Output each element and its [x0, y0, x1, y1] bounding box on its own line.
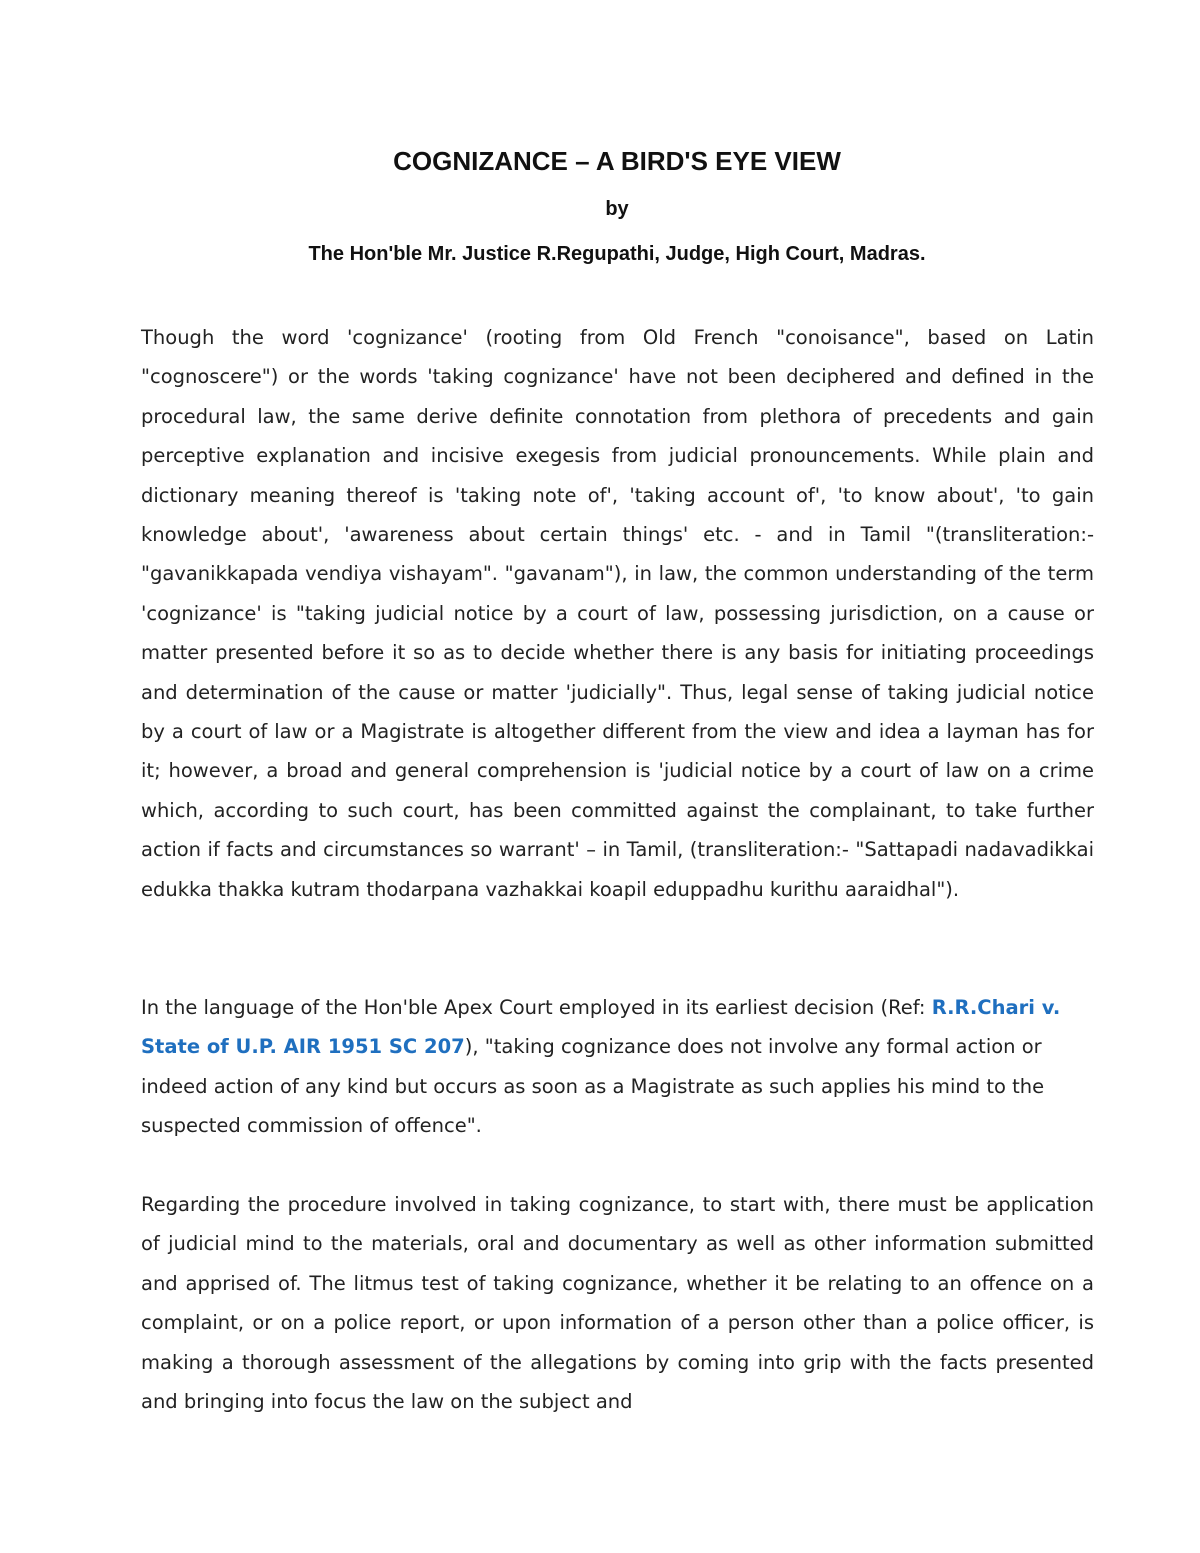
author-line: The Hon'ble Mr. Justice R.Regupathi, Judge, High Court, Madras.: [308, 243, 926, 265]
paragraph-apex-court: [141, 988, 1094, 1146]
paragraph-procedure: Regarding the procedure involved in taking cognizance, to start with, there must be application of judicial mind to the materials, oral and documentary as well as other information submitted and apprised of. The litmus test of taking cognizance, whether it be relating to an offence on a complaint, or on a police report, or upon information of a person other than a police officer, is making a thorough assessment of the allegations by coming into grip with the facts presented and bringing into focus the law on the subject and: [141, 1193, 1094, 1414]
paragraph-apex-court-tail: ), "taking cognizance does not involve any formal action or indeed action of any kind but occurs as soon as a Magistrate as such applies his mind to the suspected commission of offence".: [141, 1035, 1045, 1138]
paragraph-apex-court-lead: In the language of the Hon'ble Apex Court employed in its earliest decision (Ref:: [141, 996, 932, 1019]
document-title: COGNIZANCE – A BIRD'S EYE VIEW: [393, 146, 841, 176]
byline: by: [605, 198, 629, 220]
paragraph-definition: Though the word 'cognizance' (rooting from Old French "conoisance", based on Latin "cognoscere") or the words 'taking cognizance' have not been deciphered and defined in the procedural law, the same derive definite connotation from plethora of precedents and gain perceptive explanation and incisive exegesis from judicial pronouncements. While plain and dictionary meaning thereof is 'taking note of', 'taking account of', 'to know about', 'to gain knowledge about', 'awareness about certain things' etc. - and in Tamil "(transliteration:- "gavanikkapada vendiya vishayam". "gavanam"), in law, the common understanding of the term 'cognizance' is "taking judicial notice by a court of law, possessing jurisdiction, on a cause or matter presented before it so as to decide whether there is any basis for initiating proceedings and determination of the cause or matter 'judicially". Thus, legal sense of taking judicial notice by a court of law or a Magistrate is altogether different from the view and idea a layman has for it; however, a broad and general comprehension is 'judicial notice by a court of law on a crime which, according to such court, has been committed against the complainant, to take further action if facts and circumstances so warrant' – in Tamil, (transliteration:- "Sattapadi nadavadikkai edukka thakka kutram thodarpana vazhakkai koapil eduppadhu kurithu aaraidhal").: [141, 326, 1094, 901]
case-citation-link[interactable]: R.R.Chari v. State of U.P. AIR 1951 SC 207: [141, 996, 1061, 1059]
